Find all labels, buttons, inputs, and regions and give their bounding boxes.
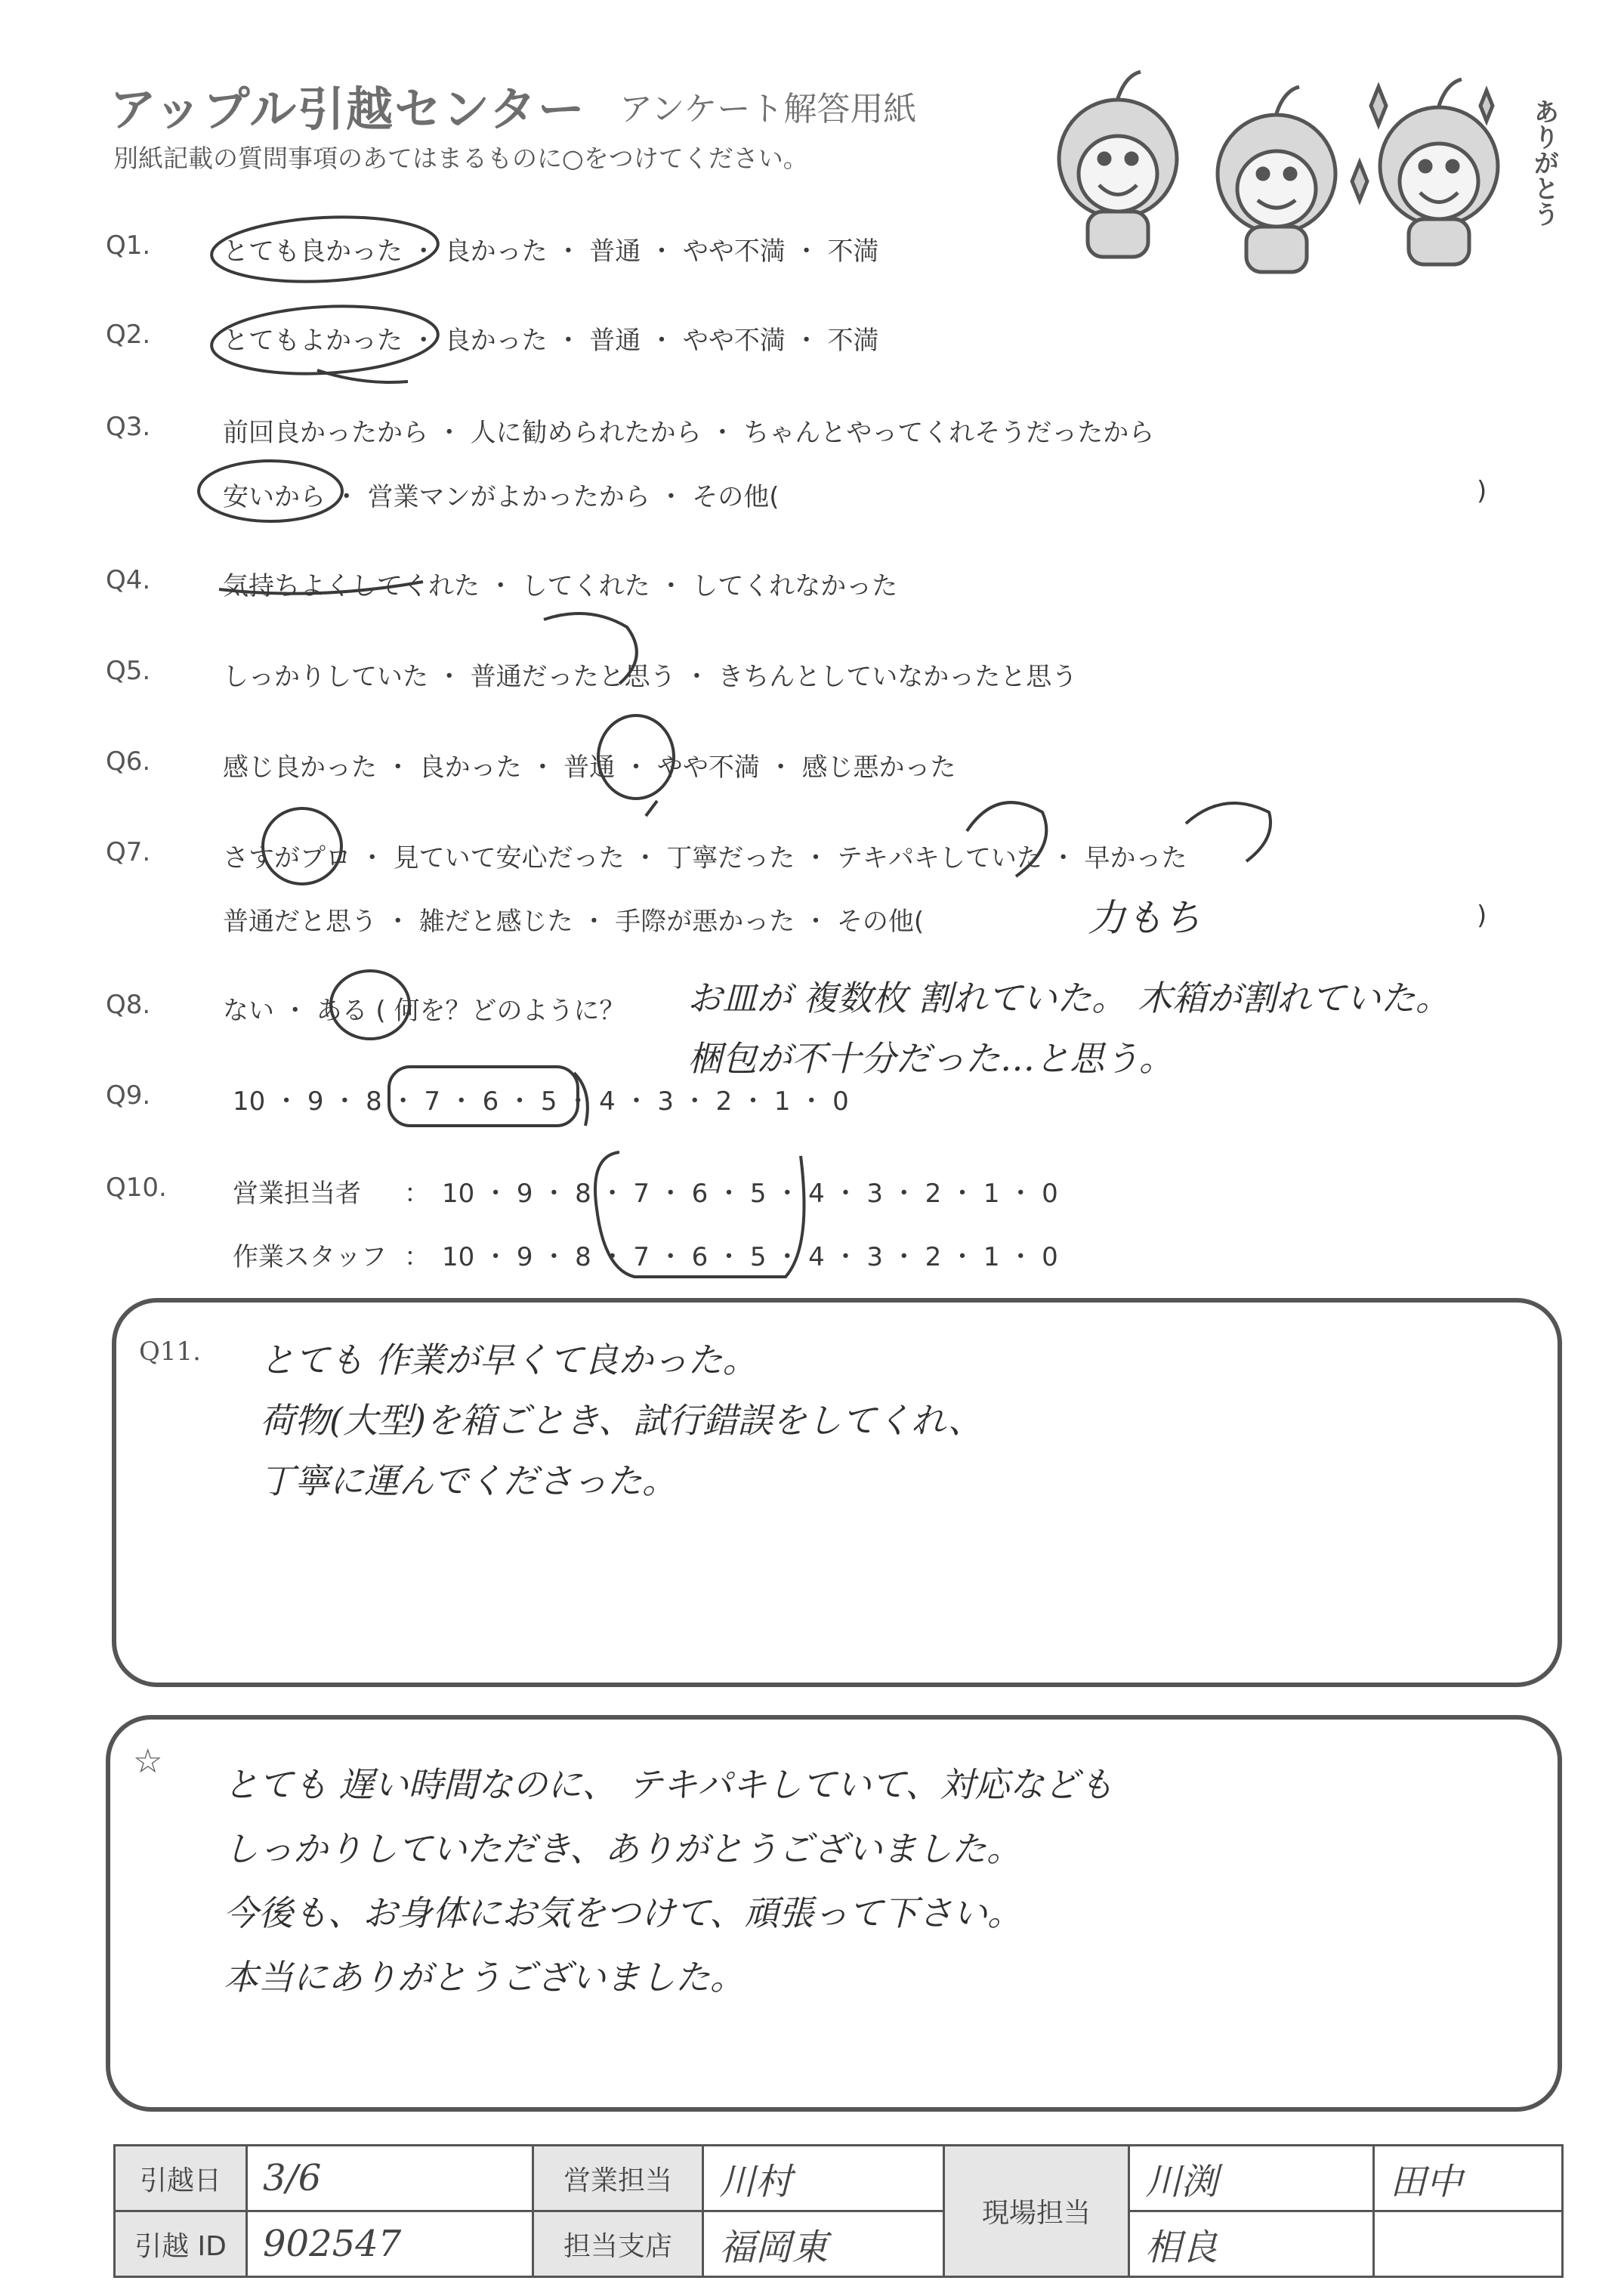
site-staff-value-3[interactable]: 相良 bbox=[1129, 2211, 1374, 2277]
site-staff-empty-cell[interactable] bbox=[1374, 2211, 1563, 2277]
q8-answer-line2[interactable]: 梱包が不十分だった…と思う。 bbox=[687, 1038, 1174, 1079]
branch-value[interactable]: 福岡東 bbox=[703, 2211, 944, 2277]
q3-options-line2[interactable]: 安いから ・ 営業マンがよかったから ・ その他( bbox=[223, 482, 780, 512]
star-comment-line3: 今後も、お身体にお気をつけて、頑張って下さい。 bbox=[224, 1893, 1023, 1933]
move-date-value[interactable]: 3/6 bbox=[247, 2146, 533, 2211]
sales-rep-value[interactable]: 川村 bbox=[703, 2146, 944, 2211]
star-comment-line1: とても 遅い時間なのに、 テキパキしていて、対応なども bbox=[224, 1764, 1114, 1805]
q11-comment-line3: 丁寧に運んでくださった。 bbox=[260, 1460, 677, 1501]
q9-scale[interactable]: 10 ・ 9 ・ 8 ・ 7 ・ 6 ・ 5 ・ 4 ・ 3 ・ 2 ・ 1 ・ 0 bbox=[233, 1086, 849, 1117]
q6-options[interactable]: 感じ良かった ・ 良かった ・ 普通 ・ やや不満 ・ 感じ悪かった bbox=[223, 752, 956, 783]
q3-close-paren: ) bbox=[1477, 476, 1487, 506]
move-id-value[interactable]: 902547 bbox=[247, 2211, 533, 2277]
footer-info-table bbox=[113, 2144, 1564, 2278]
form-instruction: 別紙記載の質問事項のあてはまるものに○をつけてください。 bbox=[113, 144, 808, 173]
move-date-label: 引越日 bbox=[115, 2146, 247, 2211]
q10-sales-colon: ： bbox=[404, 1179, 430, 1209]
q11-comment-box[interactable] bbox=[112, 1298, 1562, 1687]
q7-close-paren: ) bbox=[1477, 901, 1487, 931]
q11-comment-line2: 荷物(大型)を箱ごとき、試行錯誤をしてくれ、 bbox=[260, 1400, 983, 1441]
q4-number: Q4. bbox=[106, 565, 151, 595]
q11-label: Q11. bbox=[139, 1337, 201, 1367]
q11-comment-line1: とても 作業が早くて良かった。 bbox=[260, 1340, 758, 1380]
q1-options[interactable]: とても良かった ・ 良かった ・ 普通 ・ やや不満 ・ 不満 bbox=[223, 236, 879, 267]
sales-rep-label: 営業担当 bbox=[533, 2146, 703, 2211]
q5-options[interactable]: しっかりしていた ・ 普通だったと思う ・ きちんとしていなかったと思う bbox=[223, 662, 1078, 692]
mascot-caption: ありがとう bbox=[1529, 98, 1559, 227]
star-comment-box[interactable] bbox=[106, 1715, 1562, 2112]
q7-options-line1[interactable]: さすがプロ ・ 見ていて安心だった ・ 丁寧だった ・ テキパキしていた ・ 早かった bbox=[223, 843, 1187, 873]
move-id-label: 引越 ID bbox=[115, 2211, 247, 2277]
q10-staff-colon: ： bbox=[404, 1242, 430, 1272]
branch-label: 担当支店 bbox=[533, 2211, 703, 2277]
site-staff-value-1[interactable]: 川渕 bbox=[1129, 2146, 1374, 2211]
star-comment-line4: 本当にありがとうございました。 bbox=[224, 1957, 745, 1998]
q10-number: Q10. bbox=[106, 1173, 167, 1203]
form-title: アップル引越センター bbox=[110, 82, 586, 137]
q3-number: Q3. bbox=[106, 412, 151, 442]
form-subtitle: アンケート解答用紙 bbox=[619, 90, 917, 128]
q1-number: Q1. bbox=[106, 230, 151, 261]
q5-number: Q5. bbox=[106, 656, 151, 686]
star-comment-line2: しっかりしていただき、ありがとうございました。 bbox=[224, 1828, 1022, 1869]
q7-options-line2[interactable]: 普通だと思う ・ 雑だと感じた ・ 手際が悪かった ・ その他( bbox=[223, 907, 925, 937]
q4-options[interactable]: 気持ちよくしてくれた ・ してくれた ・ してくれなかった bbox=[223, 571, 898, 601]
q7-number: Q7. bbox=[106, 837, 151, 867]
q8-answer-line1[interactable]: お皿が 複数枚 割れていた。 木箱が割れていた。 bbox=[687, 978, 1450, 1018]
q2-options[interactable]: とてもよかった ・ 良かった ・ 普通 ・ やや不満 ・ 不満 bbox=[223, 326, 879, 356]
q8-options[interactable]: ない ・ ある ( 何を？どのように？ bbox=[223, 996, 625, 1026]
q9-number: Q9. bbox=[106, 1080, 151, 1111]
q6-number: Q6. bbox=[106, 746, 151, 777]
q10-sales-label: 営業担当者 bbox=[233, 1179, 361, 1209]
q3-options-line1[interactable]: 前回良かったから ・ 人に勧められたから ・ ちゃんとやってくれそうだったから bbox=[223, 418, 1155, 448]
site-staff-value-2[interactable]: 田中 bbox=[1374, 2146, 1563, 2211]
q7-other-answer[interactable]: 力もち bbox=[1088, 896, 1201, 940]
q10-staff-scale[interactable]: 10 ・ 9 ・ 8 ・ 7 ・ 6 ・ 5 ・ 4 ・ 3 ・ 2 ・ 1 ・ 0 bbox=[442, 1242, 1058, 1272]
q8-number: Q8. bbox=[106, 990, 151, 1020]
q10-staff-label: 作業スタッフ bbox=[233, 1242, 387, 1272]
q2-number: Q2. bbox=[106, 320, 151, 350]
q10-sales-scale[interactable]: 10 ・ 9 ・ 8 ・ 7 ・ 6 ・ 5 ・ 4 ・ 3 ・ 2 ・ 1 ・ 0 bbox=[442, 1179, 1058, 1209]
site-staff-label: 現場担当 bbox=[944, 2146, 1129, 2277]
star-icon: ☆ bbox=[133, 1742, 163, 1781]
